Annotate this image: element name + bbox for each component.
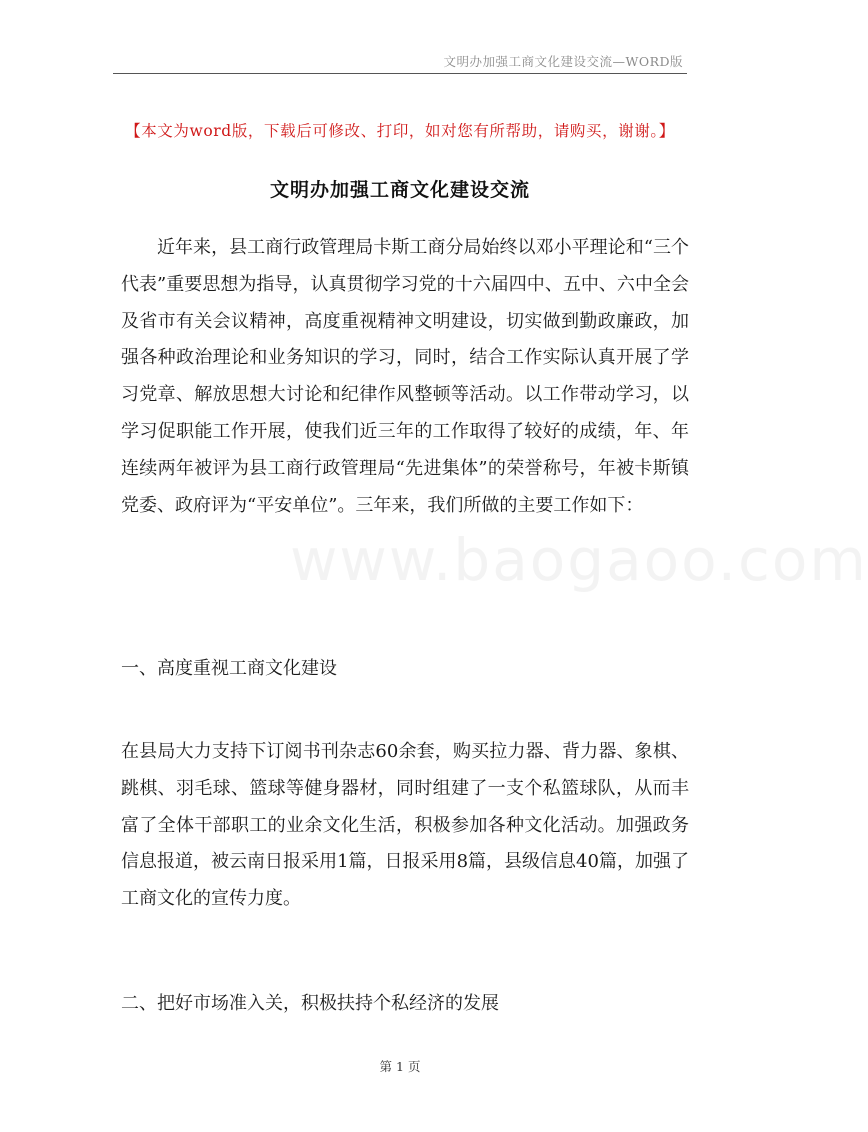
section-heading-2: 二、把好市场准入关，积极扶持个私经济的发展 — [121, 993, 499, 1014]
document-title: 文明办加强工商文化建设交流 — [269, 179, 530, 201]
body-paragraph-1: 近年来，县工商行政管理局卡斯工商分局始终以邓小平理论和“三个代表”重要思想为指导，认真贯彻学习党的十六届四中、五中、六中全会及省市有关会议精神，高度重视精神文明建设，切实做到勤政廉政，加强各种政治理论和业务知识的学习，同时，结合工作实际认真开展了学习党章、解放思想大讨论和纪律作风整顿等活动。以工作带动学习，以学习促职能工作开展，使我们近三年的工作取得了较好的成绩，年、年连续两年被评为县工商行政管理局“先进集体”的荣誉称号，年被卡斯镇党委、政府评为“平安单位”。三年来，我们所做的主要工作如下： — [121, 237, 689, 516]
header-divider — [113, 73, 687, 74]
watermark: www.baogaoo.com — [290, 526, 868, 594]
body-paragraph-2: 在县局大力支持下订阅书刊杂志60余套，购买拉力器、背力器、象棋、跳棋、羽毛球、篮球等健身器材，同时组建了一支个私篮球队，从而丰富了全体干部职工的业余文化生活，积极参加各种文化活动。加强政务信息报道，被云南日报采用1篇，日报采用8篇，县级信息40篇，加强了工商文化的宣传力度。 — [121, 741, 689, 910]
page-header-text: 文明办加强工商文化建设交流—WORD版 — [443, 54, 683, 69]
page-number: 第 1 页 — [379, 1059, 421, 1074]
section-heading-1: 一、高度重视工商文化建设 — [121, 658, 337, 679]
purchase-notice: 【本文为word版，下载后可修改、打印，如对您有所帮助，请购买，谢谢。】 — [125, 122, 675, 140]
